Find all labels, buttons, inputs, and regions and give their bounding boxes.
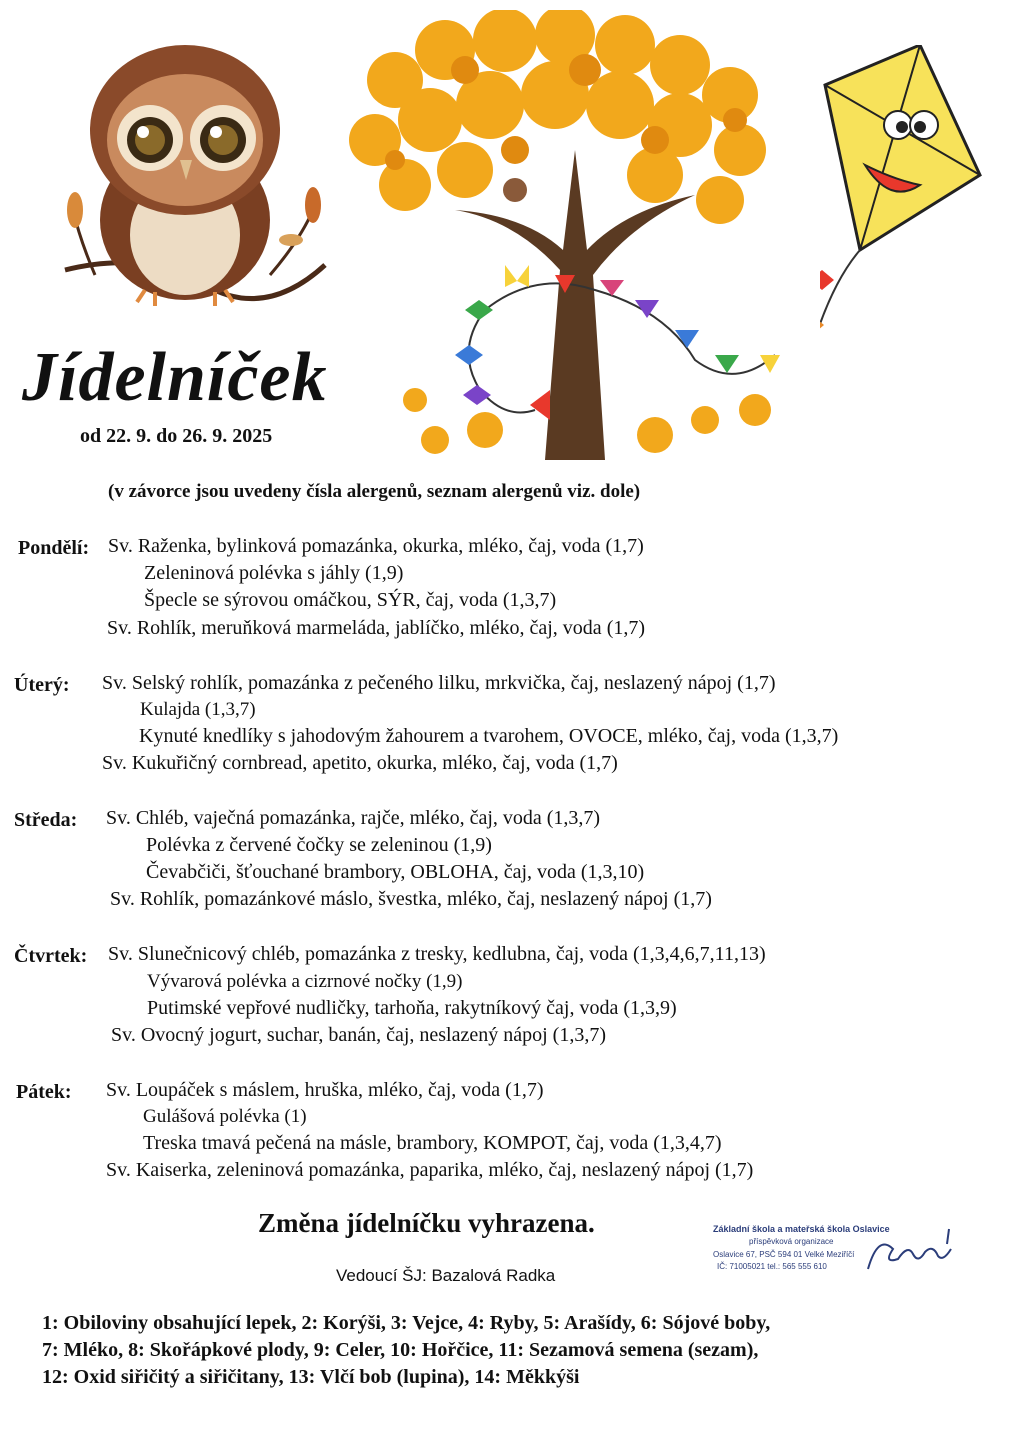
menu-line: Kulajda (1,3,7)	[140, 699, 256, 720]
stamp-line: Oslavice 67, PSČ 594 01 Velké Meziříčí	[713, 1250, 855, 1259]
menu-line: Gulášová polévka (1)	[143, 1106, 307, 1127]
signature-icon	[863, 1224, 953, 1279]
menu-line: Polévka z červené čočky se zeleninou (1,9)	[146, 834, 492, 856]
kite-illustration	[820, 45, 990, 365]
menu-line: Čevabčiči, šťouchané brambory, OBLOHA, čaj, voda (1,3,10)	[146, 861, 645, 883]
menu-line: Sv. Raženka, bylinková pomazánka, okurka, mléko, čaj, voda (1,7)	[108, 535, 644, 557]
owl-illustration	[55, 20, 335, 320]
menu-line: Sv. Ovocný jogurt, suchar, banán, čaj, neslazený nápoj (1,3,7)	[111, 1024, 606, 1046]
menu-change-note: Změna jídelníčku vyhrazena.	[258, 1208, 595, 1238]
school-stamp	[713, 1224, 953, 1286]
page-title: Jídelníček	[22, 339, 328, 416]
kitchen-manager: Vedoucí ŠJ: Bazalová Radka	[336, 1266, 556, 1285]
menu-line: Sv. Kaiserka, zeleninová pomazánka, paparika, mléko, čaj, neslazený nápoj (1,7)	[106, 1159, 754, 1181]
date-range: od 22. 9. do 26. 9. 2025	[80, 425, 273, 447]
allergen-legend-line: 1: Obiloviny obsahující lepek, 2: Korýši, 3: Vejce, 4: Ryby, 5: Arašídy, 6: Sójové boby,	[42, 1312, 771, 1334]
stamp-line: IČ: 71005021 tel.: 565 555 610	[717, 1262, 827, 1271]
day-label-tuesday: Úterý:	[14, 674, 70, 696]
allergen-note: (v závorce jsou uvedeny čísla alergenů, seznam alergenů viz. dole)	[108, 481, 641, 502]
allergen-legend-line: 12: Oxid siřičitý a siřičitany, 13: Vlčí bob (lupina), 14: Měkkýši	[42, 1366, 580, 1388]
stamp-line: Základní škola a mateřská škola Oslavice	[713, 1224, 890, 1234]
autumn-tree-illustration	[335, 10, 805, 470]
menu-line: Špecle se sýrovou omáčkou, SÝR, čaj, voda (1,3,7)	[144, 589, 557, 611]
menu-line: Zeleninová polévka s jáhly (1,9)	[144, 562, 404, 584]
stamp-line: příspěvková organizace	[749, 1237, 834, 1246]
day-label-wednesday: Středa:	[14, 809, 78, 831]
day-label-monday: Pondělí:	[18, 537, 90, 559]
day-label-thursday: Čtvrtek:	[14, 945, 88, 967]
menu-line: Sv. Loupáček s máslem, hruška, mléko, čaj, voda (1,7)	[106, 1079, 544, 1101]
menu-line: Sv. Rohlík, meruňková marmeláda, jablíčko, mléko, čaj, voda (1,7)	[107, 617, 646, 639]
menu-line: Putimské vepřové nudličky, tarhoňa, rakytníkový čaj, voda (1,3,9)	[147, 997, 677, 1019]
day-label-friday: Pátek:	[16, 1081, 72, 1103]
allergen-legend-line: 7: Mléko, 8: Skořápkové plody, 9: Celer, 10: Hořčice, 11: Sezamová semena (sezam),	[42, 1339, 759, 1361]
menu-line: Sv. Slunečnicový chléb, pomazánka z tresky, kedlubna, čaj, voda (1,3,4,6,7,11,13)	[108, 943, 766, 965]
menu-line: Treska tmavá pečená na másle, brambory, KOMPOT, čaj, voda (1,3,4,7)	[143, 1132, 722, 1154]
menu-line: Sv. Chléb, vaječná pomazánka, rajče, mléko, čaj, voda (1,3,7)	[106, 807, 601, 829]
menu-line: Sv. Kukuřičný cornbread, apetito, okurka, mléko, čaj, voda (1,7)	[102, 752, 618, 774]
menu-line: Sv. Rohlík, pomazánkové máslo, švestka, mléko, čaj, neslazený nápoj (1,7)	[110, 888, 712, 910]
menu-line: Vývarová polévka a cizrnové nočky (1,9)	[147, 971, 463, 992]
menu-line: Kynuté knedlíky s jahodovým žahourem a tvarohem, OVOCE, mléko, čaj, voda (1,3,7)	[139, 725, 839, 747]
menu-line: Sv. Selský rohlík, pomazánka z pečeného lilku, mrkvička, čaj, neslazený nápoj (1,7)	[102, 672, 776, 694]
